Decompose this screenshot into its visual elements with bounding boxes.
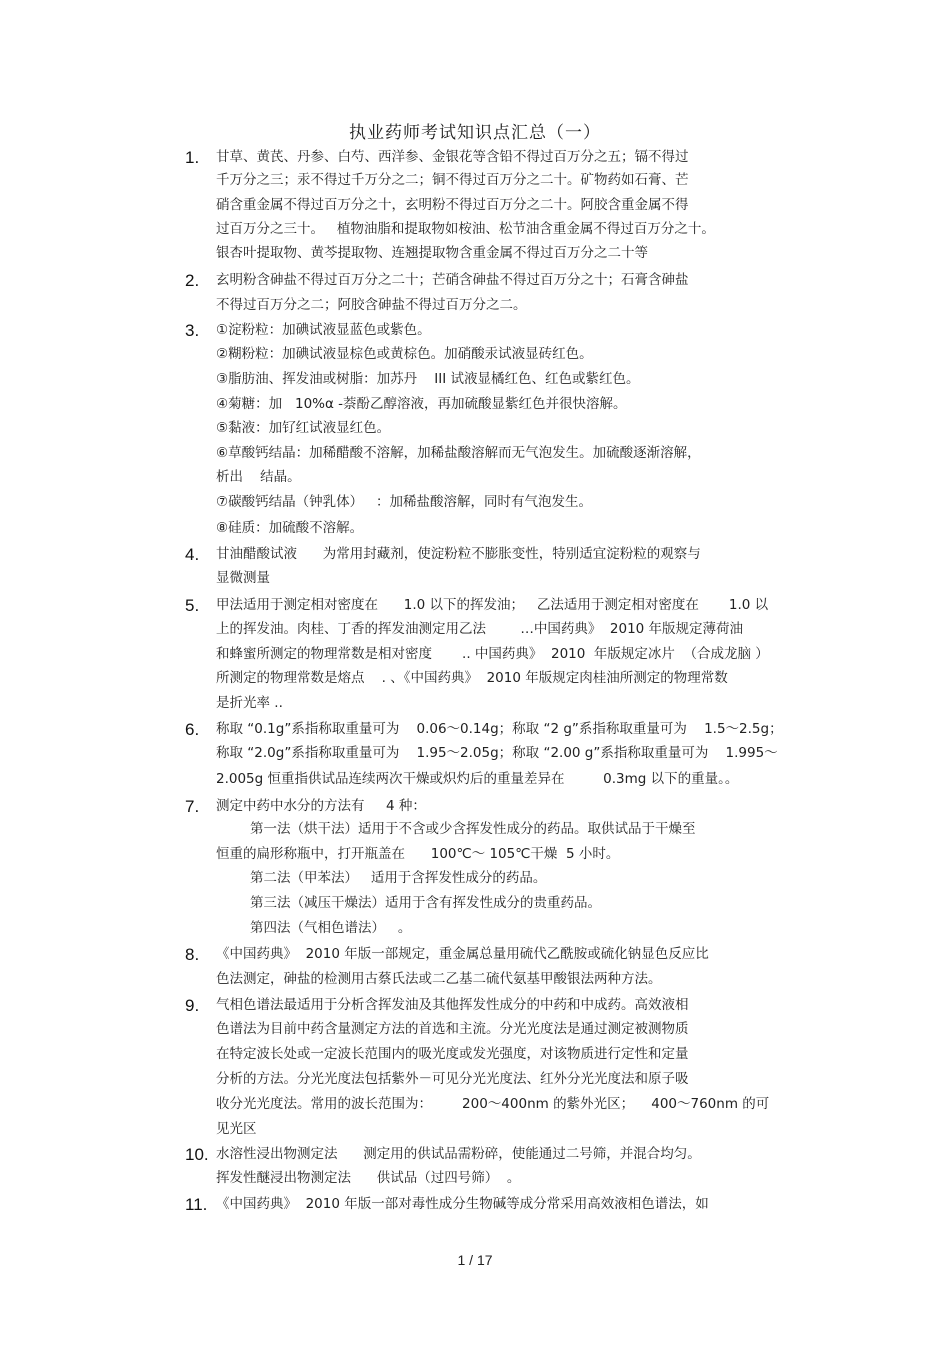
item-subline: 第二法（甲苯法） 适用于含挥发性成分的药品。 — [250, 870, 547, 886]
item-line: 在特定波长处或一定波长范围内的吸光度或发光强度，对该物质进行定性和定量 — [216, 1046, 689, 1062]
item-line: ⑦碳酸钙结晶（钟乳体） ：加稀盐酸溶解，同时有气泡发生。 — [216, 494, 592, 510]
item-subline: 第四法（气相色谱法） 。 — [250, 920, 412, 936]
item-line: 上的挥发油。肉桂、丁香的挥发油测定用乙法 …中国药典》 2010 年版规定薄荷油 — [216, 621, 744, 637]
item-number: 3. — [185, 321, 200, 340]
item-line: 甘油醋酸试液 为常用封藏剂，使淀粉粒不膨胀变性，特别适宜淀粉粒的观察与 — [216, 546, 701, 562]
item-line: 2.005g 恒重指供试品连续两次干燥或炽灼后的重量差异在 0.3mg 以下的重量。。 — [216, 771, 739, 787]
item-line: 过百万分之三十。 植物油脂和提取物如桉油、松节油含重金属不得过百万分之十。 — [216, 221, 715, 237]
item-subline: 恒重的扁形称瓶中，打开瓶盖在 100℃～ 105℃干燥 5 小时。 — [216, 846, 620, 862]
item-line: 甲法适用于测定相对密度在 1.0 以下的挥发油； 乙法适用于测定相对密度在 1.0 以 — [216, 597, 769, 613]
item-subline: 第一法（烘干法）适用于不含或少含挥发性成分的药品。取供试品于干燥至 — [250, 821, 696, 837]
item-line: 是折光率 .. — [216, 695, 283, 711]
item-line: 收分光光度法。常用的波长范围为： 200～400nm 的紫外光区； 400～760nm 的可 — [216, 1096, 770, 1112]
item-line: 不得过百万分之二；阿胶含砷盐不得过百万分之二。 — [216, 297, 527, 313]
page-number: 1 / 17 — [457, 1252, 493, 1268]
page-title: 执业药师考试知识点汇总（一） — [349, 123, 601, 143]
item-line: 分析的方法。分光光度法包括紫外－可见分光光度法、红外分光光度法和原子吸 — [216, 1071, 689, 1087]
item-line: 挥发性醚浸出物测定法 供试品（过四号筛） 。 — [216, 1170, 521, 1186]
item-number: 8. — [185, 945, 200, 964]
item-line: 显微测量 — [216, 570, 270, 586]
item-line: 《中国药典》 2010 年版一部规定，重金属总量用硫代乙酰胺或硫化钠显色反应比 — [216, 946, 709, 962]
item-line: ①淀粉粒：加碘试液显蓝色或紫色。 — [216, 322, 431, 338]
item-number: 9. — [185, 996, 200, 1015]
item-line: 和蜂蜜所测定的物理常数是相对密度 .. 中国药典》 2010 年版规定冰片 （合成龙脑 ） — [216, 646, 769, 662]
item-line: ③脂肪油、挥发油或树脂：加苏丹 III 试液显橘红色、红色或紫红色。 — [216, 371, 640, 387]
item-number: 10. — [185, 1145, 209, 1164]
item-line: 甘草、黄芪、丹参、白芍、西洋参、金银花等含铅不得过百万分之五；镉不得过 — [216, 149, 689, 165]
item-line: 析出 结晶。 — [216, 469, 301, 485]
item-line: 玄明粉含砷盐不得过百万分之二十；芒硝含砷盐不得过百万分之十；石膏含砷盐 — [216, 272, 689, 288]
item-line: 色法测定，砷盐的检测用古蔡氏法或二乙基二硫代氨基甲酸银法两种方法。 — [216, 971, 662, 987]
item-number: 1. — [185, 148, 200, 167]
item-number: 7. — [185, 797, 200, 816]
item-line: 测定中药中水分的方法有 4 种： — [216, 798, 426, 814]
item-line: 所测定的物理常数是熔点 . 、《中国药典》 2010 年版规定肉桂油所测定的物理常数 — [216, 670, 728, 686]
item-line: ④菊糖：加 10%α -萘酚乙醇溶液，再加硫酸显紫红色并很快溶解。 — [216, 396, 627, 412]
item-number: 6. — [185, 720, 200, 739]
item-line: 银杏叶提取物、黄芩提取物、连翘提取物含重金属不得过百万分之二十等 — [216, 245, 648, 261]
item-line: 气相色谱法最适用于分析含挥发油及其他挥发性成分的中药和中成药。高效液相 — [216, 997, 689, 1013]
item-number: 11. — [185, 1195, 208, 1214]
item-line: ②糊粉粒：加碘试液显棕色或黄棕色。加硝酸汞试液显砖红色。 — [216, 346, 593, 362]
item-line: 千万分之三；汞不得过千万分之二；铜不得过百万分之二十。矿物药如石膏、芒 — [216, 172, 689, 188]
item-line: 称取 “0.1g”系指称取重量可为 0.06～0.14g；称取 “2 g”系指称取重量可为 1.5～2.5g； — [216, 721, 783, 737]
item-number: 5. — [185, 596, 200, 615]
item-line: 硝含重金属不得过百万分之十，玄明粉不得过百万分之二十。阿胶含重金属不得 — [216, 197, 689, 213]
item-subline: 第三法（减压干燥法）适用于含有挥发性成分的贵重药品。 — [250, 895, 601, 911]
item-line: 《中国药典》 2010 年版一部对毒性成分生物碱等成分常采用高效液相色谱法，如 — [216, 1196, 709, 1212]
item-line: ⑥草酸钙结晶：加稀醋酸不溶解，加稀盐酸溶解而无气泡发生。加硫酸逐渐溶解， — [216, 445, 701, 461]
item-line: ⑧硅质：加硫酸不溶解。 — [216, 520, 364, 536]
item-line: 见光区 — [216, 1121, 257, 1137]
item-line: 色谱法为目前中药含量测定方法的首选和主流。分光光度法是通过测定被测物质 — [216, 1021, 689, 1037]
item-number: 2. — [185, 271, 200, 290]
item-number: 4. — [185, 545, 200, 564]
item-line: 水溶性浸出物测定法 测定用的供试品需粉碎，使能通过二号筛，并混合均匀。 — [216, 1146, 701, 1162]
item-line: ⑤黏液：加钌红试液显红色。 — [216, 420, 391, 436]
item-line: 称取 “2.0g”系指称取重量可为 1.95～2.05g；称取 “2.00 g”系指称取重量可为 1.995～ — [216, 745, 778, 761]
